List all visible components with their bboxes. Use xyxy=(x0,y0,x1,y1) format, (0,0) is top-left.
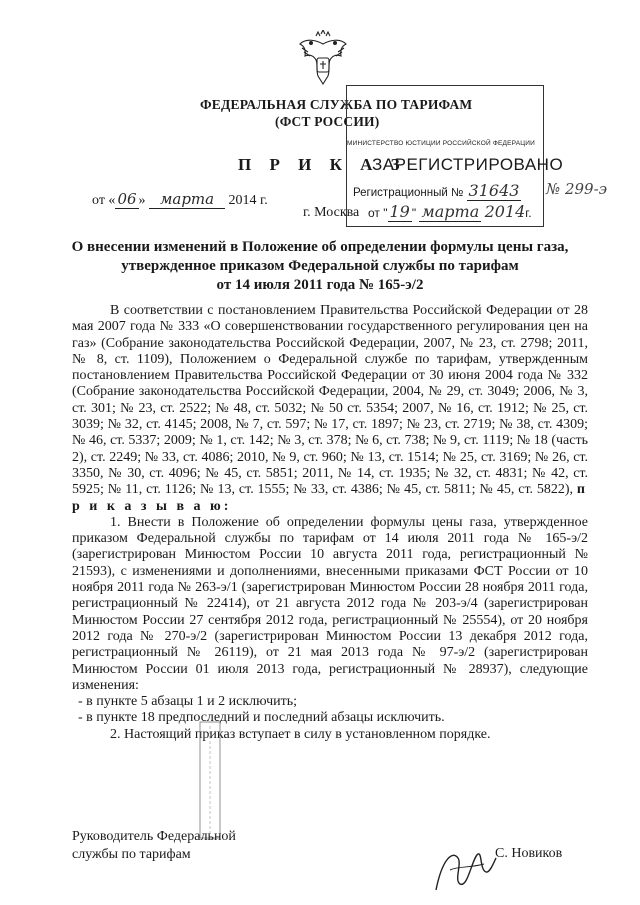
date-prefix: от « xyxy=(92,193,116,208)
order-date xyxy=(92,190,268,209)
preamble-text: В соответствии с постановлением Правительства Российской Федерации от 28 мая 2007 года № 333 «О совершенствовании государственного регулирования цен на газ» (Собрание законодательства Российской Федерации, 2007, № 23, ст. 2798; 2011, № 8, ст. 1109), Положением о Федеральной службе по тарифам, утвержденным постановлением Правительства Российской Федерации от 30 июня 2004 года № 332 (Собрание законодательства Российской Федерации, 2004, № 29, ст. 3049; 2006, № 3, ст. 301; № 23, ст. 2522; № 48, ст. 5032; № 50 ст. 5354; 2007, № 16, ст. 1912; № 25, ст. 3039; № 32, ст. 4145; 2008, № 7, ст. 597; № 17, ст. 1897; № 23, ст. 2719; № 38, ст. 4309; № 46, ст. 5337; 2009; № 1, ст. 142; № 3, ст. 378; № 6, ст. 738; № 9, ст. 1119; № 18 (часть 2), ст. 2249; № 33, ст. 4086; 2010, № 9, ст. 960; № 13, ст. 1514; № 25, ст. 3169; № 26, ст. 3350, № 30, ст. 4096; № 45, ст. 5851; 2011, № 14, ст. 1935; № 32, ст. 4831; № 42, ст. 5925; № 11, ст. 1126; № 13, ст. 1555; № 33, ст. 4386; № 45, ст. 5811; № 45, ст. 5822), xyxy=(72,303,588,498)
title-line: О внесении изменений в Положение об определении формулы цены газа, xyxy=(71,239,569,255)
clause-2: 2. Настоящий приказ вступает в силу в установленном порядке. xyxy=(110,726,491,742)
clause-1-change-1: - в пункте 5 абзацы 1 и 2 исключить; xyxy=(78,694,298,710)
date-day: 06 xyxy=(117,190,137,208)
coat-of-arms-emblem xyxy=(296,30,350,90)
stamp-reg-value: 31643 xyxy=(468,181,520,200)
organization-abbreviation: (ФСТ РОССИИ) xyxy=(275,114,380,129)
stamp-ministry: МИНИСТЕРСТВО ЮСТИЦИИ РОССИЙСКОЙ ФЕДЕРАЦИИ xyxy=(347,140,536,147)
date-year: 2014 г. xyxy=(228,193,268,208)
date-mid: » xyxy=(138,193,146,208)
stamp-date-month: марта xyxy=(421,202,480,221)
date-month: марта xyxy=(149,190,225,209)
signatory-title-line: Руководитель Федеральной xyxy=(72,829,236,844)
order-number-handwritten: № 299-э xyxy=(546,180,608,198)
stamp-registration-number xyxy=(353,181,521,201)
signatory-title xyxy=(72,828,236,864)
command-word: п р и к а з ы в а ю: xyxy=(72,482,588,514)
stamp-reg-label: Регистрационный № xyxy=(353,187,464,199)
handwritten-signature xyxy=(430,840,500,900)
stamp-date-mid: " xyxy=(411,206,417,220)
stamp-date-year: 2014 xyxy=(484,202,526,221)
stamp-date xyxy=(368,202,532,222)
document-title xyxy=(60,238,580,295)
vertical-stamp-mark xyxy=(198,720,222,840)
order-city: г. Москва xyxy=(303,205,360,220)
stamp-title: ЗАРЕГИСТРИРОВАНО xyxy=(372,155,564,174)
title-line: утвержденное приказом Федеральной службы по тарифам xyxy=(121,258,519,274)
title-line: от 14 июля 2011 года № 165-э/2 xyxy=(216,277,424,293)
clause-1-change-2: - в пункте 18 предпоследний и последний абзацы исключить. xyxy=(78,710,445,726)
clause-1: 1. Внести в Положение об определении формулы цены газа, утвержденное приказом Федеральной службы по тарифам от 14 июля 2011 года № 165-э/2 (зарегистрирован Минюстом России 10 августа 2011 года, регистрационный № 21593), с изменениями и дополнениями, внесенными приказами ФСТ России от 10 ноября 2011 года № 263-э/1 (зарегистрирован Минюстом России 28 ноября 2011 года, регистрационный № 22414), от 21 августа 2012 года № 203-э/4 (зарегистрирован Минюстом России 27 сентября 2012 года, регистрационный № 25554), от 20 ноября 2012 года № 270-э/2 (зарегистрирован Минюстом России 13 декабря 2012 года, регистрационный № 26119), от 21 мая 2013 года № 97-э/2 (зарегистрирован Минюстом России 01 июля 2013 года, регистрационный № 28937), следующие изменения: xyxy=(72,514,588,693)
stamp-date-suffix: г. xyxy=(525,206,532,220)
order-heading: П Р И К А З xyxy=(238,155,407,174)
document-body xyxy=(72,303,588,743)
stamp-date-prefix: от " xyxy=(368,206,388,220)
signatory-title-line: службы по тарифам xyxy=(72,847,191,862)
signatory-name: С. Новиков xyxy=(495,846,563,861)
preamble-paragraph xyxy=(72,303,588,515)
organization-name: ФЕДЕРАЛЬНАЯ СЛУЖБА ПО ТАРИФАМ xyxy=(200,97,473,112)
stamp-date-day: 19 xyxy=(389,202,410,221)
